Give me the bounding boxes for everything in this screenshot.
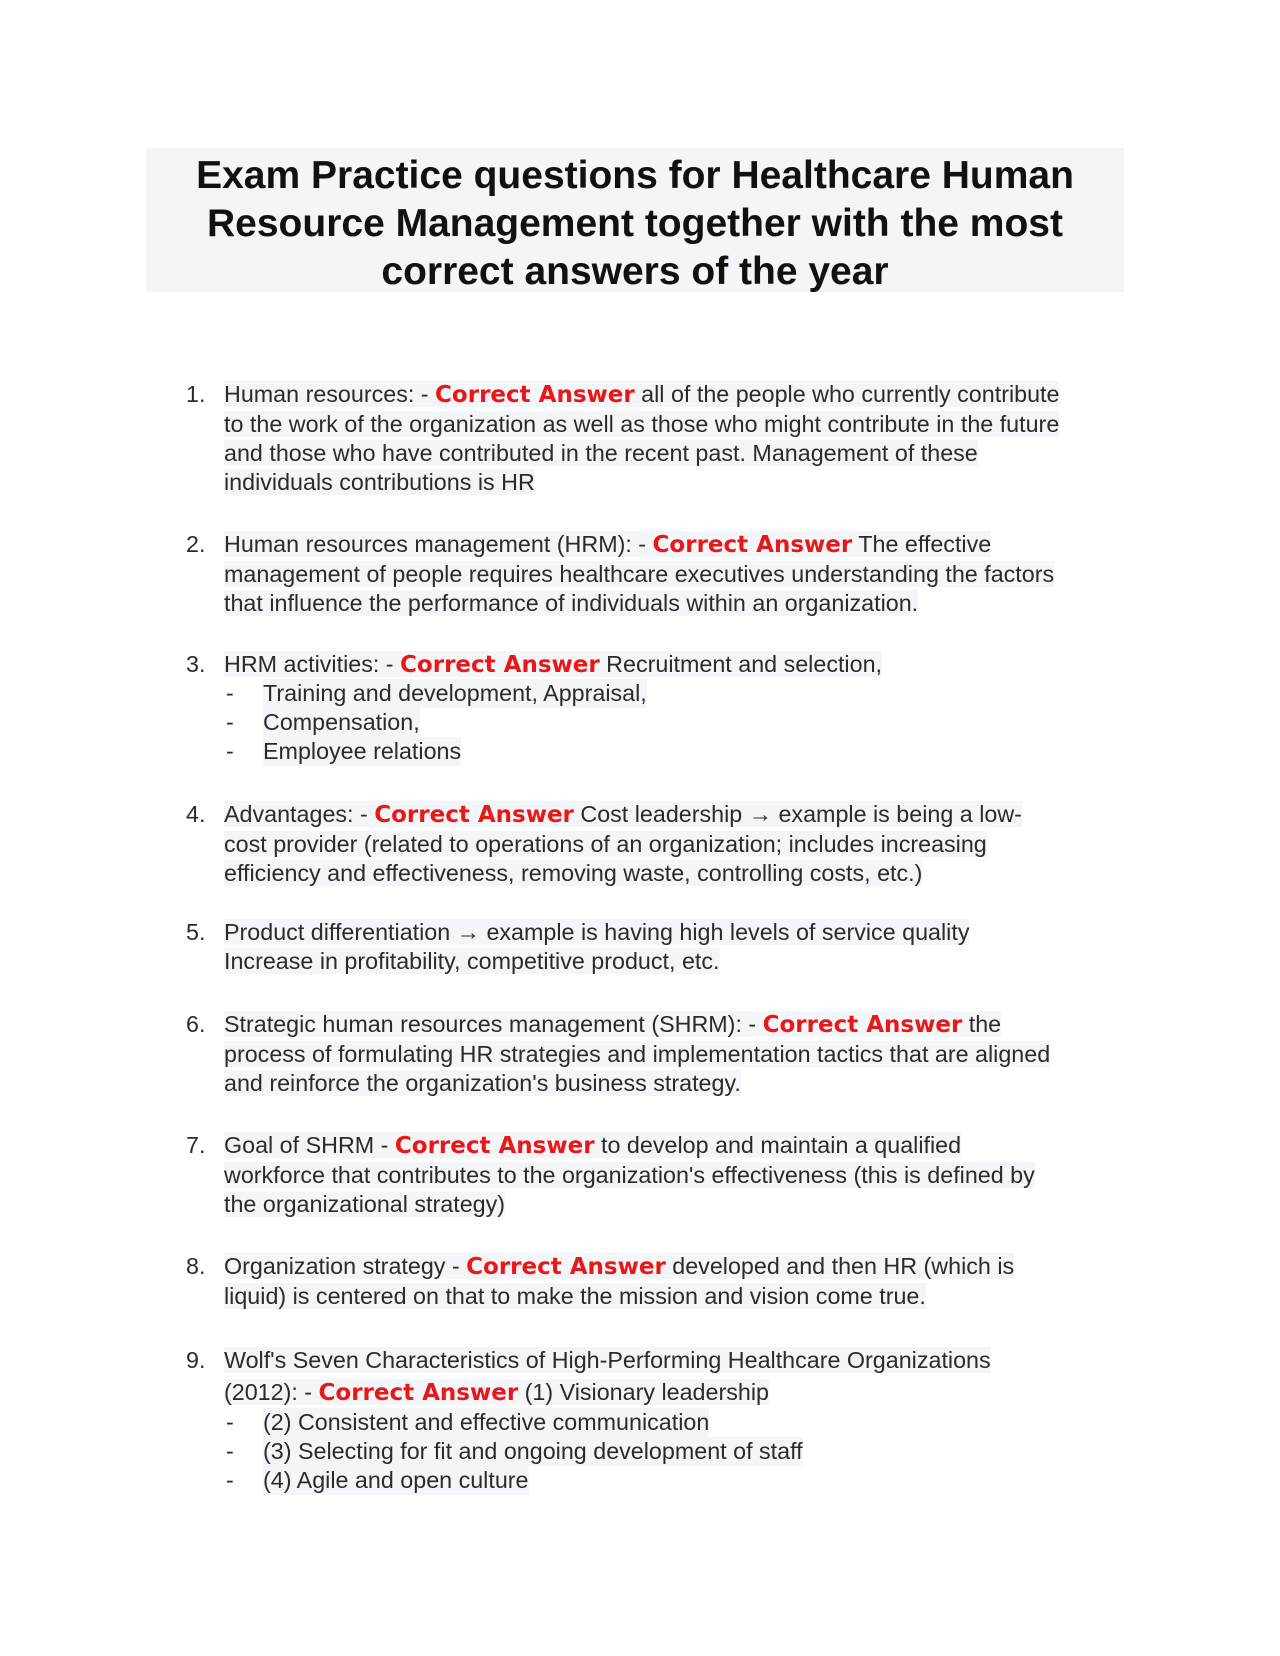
- dash-bullet: -: [226, 680, 234, 706]
- answer-text: management of people requires healthcare executives understanding the factors: [224, 561, 1055, 587]
- sub-item-text: (3) Selecting for fit and ongoing development of staff: [263, 1438, 803, 1464]
- dash-bullet: -: [226, 1409, 234, 1435]
- answer-text: (1) Visionary leadership: [518, 1379, 769, 1405]
- dash-bullet: -: [226, 1438, 234, 1464]
- answer-text: Cost leadership → example is being a low-: [573, 801, 1022, 827]
- sub-item-text: Training and development, Appraisal,: [263, 680, 647, 706]
- question-number: 4.: [186, 801, 206, 827]
- sub-item: [186, 737, 1086, 766]
- correct-answer-label: Correct Answer: [318, 1380, 519, 1406]
- question-text: Organization strategy -: [224, 1253, 467, 1279]
- question-text: Wolf's Seven Characteristics of High-Performing Healthcare Organizations: [224, 1347, 991, 1373]
- answer-text: to develop and maintain a qualified: [594, 1132, 962, 1158]
- sub-item-text: Employee relations: [263, 738, 462, 764]
- question-text: Goal of SHRM -: [224, 1132, 395, 1158]
- question-text: Product differentiation → example is having high levels of service quality: [224, 919, 970, 945]
- correct-answer-label: Correct Answer: [466, 1254, 666, 1280]
- question-number: 1.: [186, 381, 206, 407]
- question-number: 2.: [186, 531, 206, 557]
- question-number: 5.: [186, 919, 206, 945]
- sub-item: [186, 1408, 1086, 1437]
- document-title: [146, 148, 1124, 292]
- answer-text: Recruitment and selection,: [599, 651, 882, 677]
- question-text: HRM activities: -: [224, 651, 401, 677]
- question-text: (2012): -: [224, 1379, 319, 1405]
- dash-bullet: -: [226, 1467, 234, 1493]
- sub-item: [186, 1466, 1086, 1495]
- correct-answer-label: Correct Answer: [394, 1133, 595, 1159]
- answer-text: and reinforce the organization's business strategy.: [224, 1070, 741, 1096]
- question-number: 3.: [186, 651, 206, 677]
- dash-bullet: -: [226, 709, 234, 735]
- question-text: Human resources management (HRM): -: [224, 531, 653, 557]
- question-number: 8.: [186, 1253, 206, 1279]
- answer-text: developed and then HR (which is: [665, 1253, 1015, 1279]
- sub-item-text: (2) Consistent and effective communication: [263, 1409, 710, 1435]
- answer-text: that influence the performance of individuals within an organization.: [224, 590, 919, 616]
- correct-answer-label: Correct Answer: [400, 652, 600, 678]
- answer-text: process of formulating HR strategies and implementation tactics that are aligned: [224, 1041, 1051, 1067]
- sub-item: [186, 708, 1086, 737]
- sub-item-text: Compensation,: [263, 709, 420, 735]
- answer-text: the organizational strategy): [224, 1191, 506, 1217]
- question-text: Human resources: -: [224, 381, 436, 407]
- correct-answer-label: Correct Answer: [435, 382, 635, 408]
- answer-text: Increase in profitability, competitive product, etc.: [224, 948, 720, 974]
- dash-bullet: -: [226, 738, 234, 764]
- answer-text: cost provider (related to operations of an organization; includes increasing: [224, 831, 987, 857]
- answer-text: The effective: [852, 531, 992, 557]
- answer-text: to the work of the organization as well as those who might contribute in the future: [224, 411, 1060, 437]
- question-number: 6.: [186, 1011, 206, 1037]
- question-number: 7.: [186, 1132, 206, 1158]
- answer-text: liquid) is centered on that to make the mission and vision come true.: [224, 1283, 926, 1309]
- sub-item-text: (4) Agile and open culture: [263, 1467, 529, 1493]
- title-line: correct answers of the year: [381, 250, 889, 293]
- answer-text: the: [962, 1011, 1002, 1037]
- answer-text: individuals contributions is HR: [224, 469, 535, 495]
- title-line: Resource Management together with the most: [207, 202, 1063, 245]
- question-text: Strategic human resources management (SHRM): -: [224, 1011, 763, 1037]
- question-number: 9.: [186, 1347, 206, 1373]
- correct-answer-label: Correct Answer: [652, 532, 853, 558]
- question-text: Advantages: -: [224, 801, 375, 827]
- sub-item: [186, 679, 1086, 708]
- answer-text: workforce that contributes to the organization's effectiveness (this is defined by: [224, 1162, 1035, 1188]
- answer-text: efficiency and effectiveness, removing waste, controlling costs, etc.): [224, 860, 923, 886]
- title-line: Exam Practice questions for Healthcare Human: [196, 154, 1074, 197]
- correct-answer-label: Correct Answer: [762, 1012, 963, 1038]
- correct-answer-label: Correct Answer: [374, 802, 574, 828]
- answer-text: and those who have contributed in the recent past. Management of these: [224, 440, 978, 466]
- answer-text: all of the people who currently contribute: [634, 381, 1060, 407]
- sub-item: [186, 1437, 1086, 1466]
